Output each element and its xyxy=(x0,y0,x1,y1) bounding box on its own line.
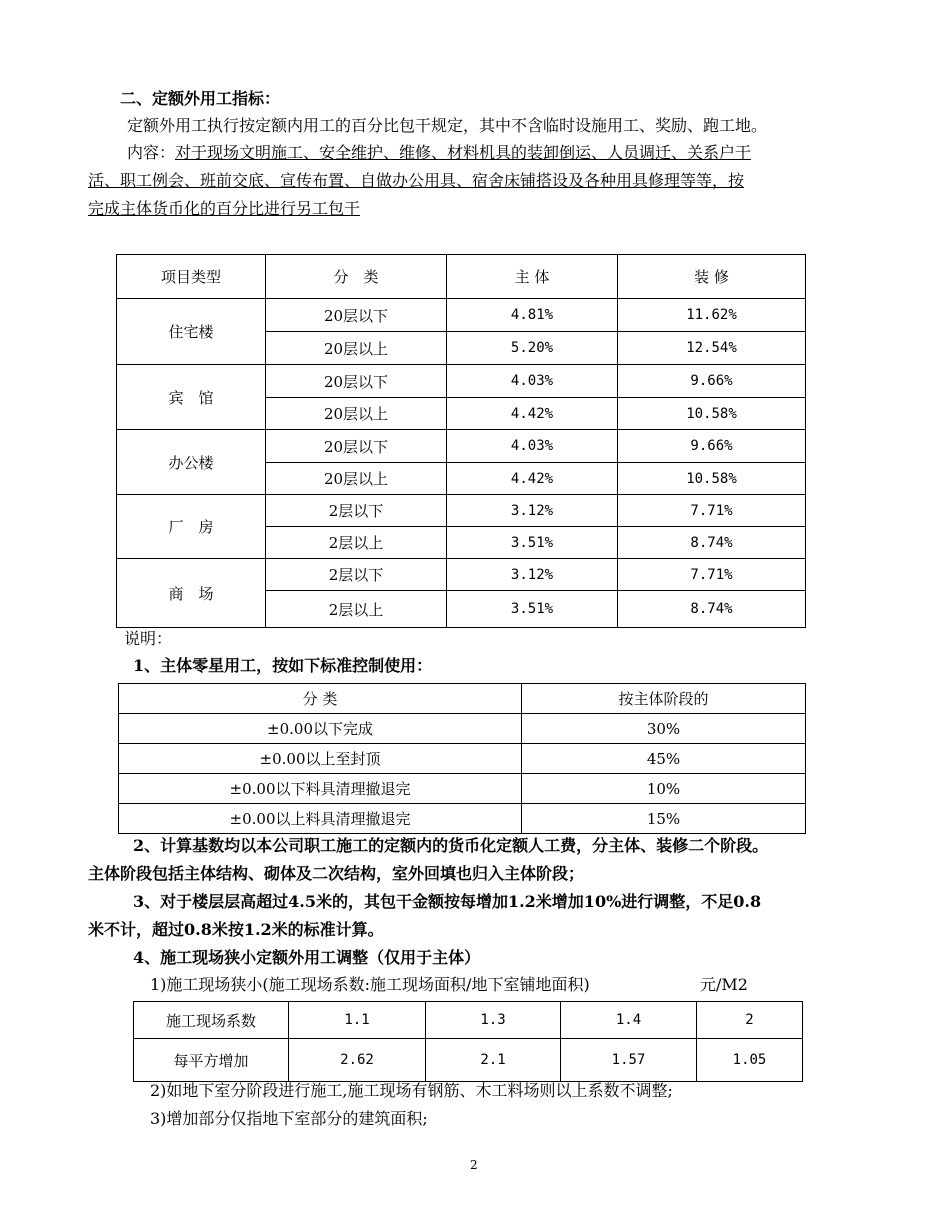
note-4-3: 3)增加部分仅指地下室部分的建筑面积; xyxy=(150,1109,428,1128)
decoration-percent-cell: 9.66% xyxy=(618,430,806,463)
decoration-percent-cell: 10.58% xyxy=(618,463,806,495)
category-cell: 20层以上 xyxy=(266,332,447,365)
value-cell: 1.05 xyxy=(697,1039,803,1082)
note-2-line-2: 主体阶段包括主体结构、砌体及二次结构，室外回填也归入主体阶段； xyxy=(88,864,585,883)
main-body-percent-cell: 4.81% xyxy=(447,299,618,332)
project-type-cell: 商 场 xyxy=(117,559,266,628)
table-row xyxy=(117,430,806,463)
note-1: 1、主体零星用工，按如下标准控制使用： xyxy=(133,656,433,675)
value-cell: 1.4 xyxy=(561,1002,697,1039)
stage-percent-cell: 30% xyxy=(522,714,806,744)
table-row xyxy=(119,714,806,744)
category-cell: 20层以下 xyxy=(266,365,447,398)
table-row xyxy=(134,1039,803,1082)
header-cell: 按主体阶段的 xyxy=(522,684,806,714)
site-coefficient-table xyxy=(133,1001,803,1082)
table-row xyxy=(134,1002,803,1039)
project-type-cell: 宾 馆 xyxy=(117,365,266,430)
content-label: 内容： xyxy=(127,143,176,162)
main-body-percent-cell: 3.51% xyxy=(447,527,618,559)
header-cell: 分 类 xyxy=(119,684,522,714)
value-cell: 1.1 xyxy=(289,1002,426,1039)
note-3-line-2: 米不计，超过0.8米按1.2米的标准计算。 xyxy=(88,920,384,939)
header-cell: 装 修 xyxy=(618,255,806,299)
notes-label: 说明： xyxy=(124,629,173,648)
table-row xyxy=(117,365,806,398)
main-body-percent-cell: 4.03% xyxy=(447,430,618,463)
category-cell: 2层以上 xyxy=(266,527,447,559)
section-heading: 二、定额外用工指标： xyxy=(120,89,281,108)
content-text-1: 对于现场文明施工、安全维护、维修、材料机具的装卸倒运、人员调迁、关系户干 xyxy=(175,143,752,162)
category-cell: 20层以下 xyxy=(266,430,447,463)
main-body-percent-cell: 3.12% xyxy=(447,495,618,527)
main-body-percent-cell: 5.20% xyxy=(447,332,618,365)
stage-cell: ±0.00以上至封顶 xyxy=(119,744,522,774)
decoration-percent-cell: 12.54% xyxy=(618,332,806,365)
decoration-percent-cell: 9.66% xyxy=(618,365,806,398)
header-cell: 分 类 xyxy=(266,255,447,299)
content-line-2: 活、职工例会、班前交底、宣传布置、自做办公用具、宿舍床铺搭设及各种用具修理等等，按 xyxy=(88,171,745,190)
main-body-percent-cell: 3.51% xyxy=(447,591,618,628)
table-header-row xyxy=(117,255,806,299)
row-label-cell: 施工现场系数 xyxy=(134,1002,289,1039)
stage-percent-cell: 45% xyxy=(522,744,806,774)
decoration-percent-cell: 8.74% xyxy=(618,527,806,559)
header-cell: 项目类型 xyxy=(117,255,266,299)
note-2-line-1: 2、计算基数均以本公司职工施工的定额内的货币化定额人工费，分主体、装修二个阶段。 xyxy=(133,836,769,855)
category-cell: 2层以上 xyxy=(266,591,447,628)
category-cell: 20层以下 xyxy=(266,299,447,332)
note-3-line-1: 3、对于楼层层高超过4.5米的，其包干金额按每增加1.2米增加10%进行调整，不足0.8 xyxy=(133,892,762,911)
stage-table xyxy=(118,683,806,834)
stage-cell: ±0.00以下料具清理撤退完 xyxy=(119,774,522,804)
content-line-1 xyxy=(127,140,751,166)
value-cell: 1.57 xyxy=(561,1039,697,1082)
note-4-2: 2)如地下室分阶段进行施工,施工现场有钢筋、木工料场则以上系数不调整; xyxy=(150,1081,673,1100)
stage-percent-cell: 15% xyxy=(522,804,806,834)
value-cell: 2.62 xyxy=(289,1039,426,1082)
value-cell: 2.1 xyxy=(426,1039,561,1082)
project-type-cell: 厂 房 xyxy=(117,495,266,559)
main-body-percent-cell: 4.03% xyxy=(447,365,618,398)
content-line-3: 完成主体货币化的百分比进行另工包干 xyxy=(88,199,361,218)
stage-cell: ±0.00以下完成 xyxy=(119,714,522,744)
note-4-1-unit: 元/M2 xyxy=(700,975,748,994)
note-4-1: 1)施工现场狭小(施工现场系数:施工现场面积/地下室铺地面积) xyxy=(150,975,590,994)
category-cell: 2层以下 xyxy=(266,559,447,591)
table-row xyxy=(119,804,806,834)
table-row xyxy=(117,299,806,332)
table-row xyxy=(119,774,806,804)
table-row xyxy=(117,559,806,591)
stage-percent-cell: 10% xyxy=(522,774,806,804)
decoration-percent-cell: 11.62% xyxy=(618,299,806,332)
header-cell: 主 体 xyxy=(447,255,618,299)
page-number: 2 xyxy=(470,1158,478,1172)
project-type-cell: 住宅楼 xyxy=(117,299,266,365)
table-row xyxy=(119,744,806,774)
decoration-percent-cell: 7.71% xyxy=(618,495,806,527)
decoration-percent-cell: 7.71% xyxy=(618,559,806,591)
decoration-percent-cell: 10.58% xyxy=(618,398,806,430)
project-type-cell: 办公楼 xyxy=(117,430,266,495)
decoration-percent-cell: 8.74% xyxy=(618,591,806,628)
table-header-row xyxy=(119,684,806,714)
main-body-percent-cell: 4.42% xyxy=(447,463,618,495)
value-cell: 1.3 xyxy=(426,1002,561,1039)
paragraph-scope: 定额外用工执行按定额内用工的百分比包干规定，其中不含临时设施用工、奖励、跑工地。 xyxy=(127,116,768,135)
category-cell: 2层以下 xyxy=(266,495,447,527)
main-body-percent-cell: 3.12% xyxy=(447,559,618,591)
labor-percent-table xyxy=(116,254,806,628)
category-cell: 20层以上 xyxy=(266,463,447,495)
note-4: 4、施工现场狭小定额外用工调整（仅用于主体） xyxy=(133,948,481,967)
value-cell: 2 xyxy=(697,1002,803,1039)
row-label-cell: 每平方增加 xyxy=(134,1039,289,1082)
table-row xyxy=(117,495,806,527)
stage-cell: ±0.00以上料具清理撤退完 xyxy=(119,804,522,834)
category-cell: 20层以上 xyxy=(266,398,447,430)
main-body-percent-cell: 4.42% xyxy=(447,398,618,430)
